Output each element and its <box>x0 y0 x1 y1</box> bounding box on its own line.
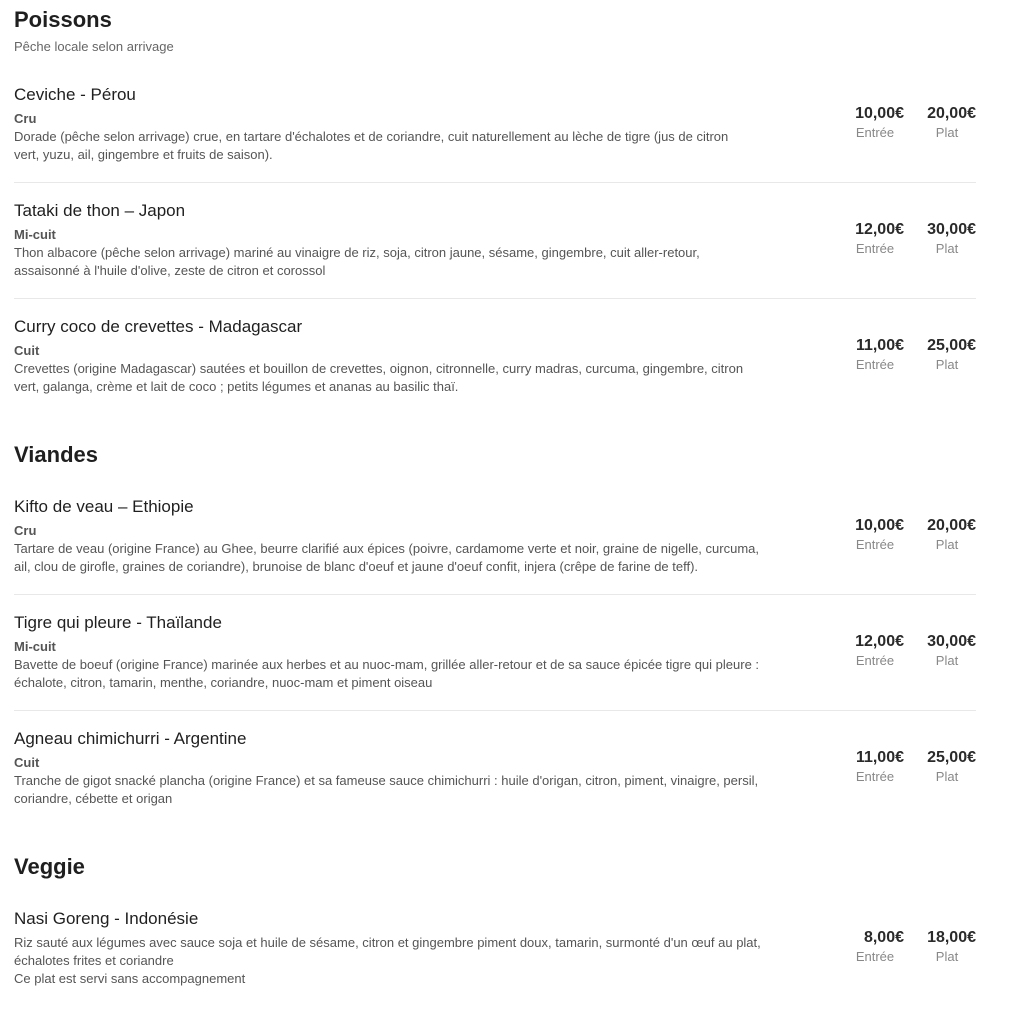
desc-line: Crevettes (origine Madagascar) sautées et bouillon de crevettes, oignon, citronnelle, curry madras, curcuma, gingembre, citron <box>14 361 744 376</box>
item-cooking: Mi-cuit <box>14 639 56 654</box>
section-poissons <box>14 6 976 56</box>
price-entree <box>832 516 904 554</box>
menu-item <box>14 496 976 595</box>
item-description <box>14 128 840 164</box>
price-value: 18,00€ <box>927 929 976 946</box>
desc-line: Tranche de gigot snacké plancha (origine France) et sa fameuse sauce chimichurri : huile d'origan, citron, piment, vinaigre, persil, <box>14 773 759 788</box>
desc-line: Ce plat est servi sans accompagnement <box>14 971 246 986</box>
item-prices <box>832 748 976 786</box>
desc-line: Thon albacore (pêche selon arrivage) mariné au vinaigre de riz, soja, citron jaune, sésame, gingembre, cuit aller-retour, <box>14 245 700 260</box>
menu-item <box>14 200 976 299</box>
price-label: Entrée <box>855 653 895 668</box>
item-cooking: Mi-cuit <box>14 227 56 242</box>
price-value: 12,00€ <box>855 221 904 238</box>
item-description <box>14 540 840 576</box>
price-plat <box>904 516 976 554</box>
item-name: Nasi Goreng - Indonésie <box>14 909 199 928</box>
desc-line: Bavette de boeuf (origine France) marinée aux herbes et au nuoc-mam, grillée aller-retour et de sa sauce épicée tigre qui pleure : <box>14 657 760 672</box>
desc-line: vert, yuzu, ail, gingembre et fruits de saison). <box>14 147 273 162</box>
price-value: 10,00€ <box>855 517 904 534</box>
item-name: Tigre qui pleure - Thaïlande <box>14 613 222 632</box>
section-title: Viandes <box>14 442 98 467</box>
price-value: 20,00€ <box>927 105 976 122</box>
section-title: Veggie <box>14 854 85 879</box>
item-prices <box>832 632 976 670</box>
price-value: 11,00€ <box>855 749 904 766</box>
item-description <box>14 772 840 808</box>
item-cooking: Cuit <box>14 755 40 770</box>
desc-line: assaisonné à l'huile d'olive, zeste de citron et corossol <box>14 263 326 278</box>
price-plat <box>904 104 976 142</box>
price-label: Plat <box>935 125 959 140</box>
price-plat <box>904 748 976 786</box>
price-value: 11,00€ <box>855 337 904 354</box>
item-cooking: Cuit <box>14 343 40 358</box>
price-label: Plat <box>935 653 959 668</box>
price-label: Entrée <box>855 769 895 784</box>
section-veggie <box>14 853 976 881</box>
price-label: Entrée <box>855 125 895 140</box>
desc-line: échalote, citron, tamarin, menthe, coriandre, nuoc-mam et piment oiseau <box>14 675 433 690</box>
price-label: Entrée <box>855 537 895 552</box>
desc-line: coriandre, cébette et origan <box>14 791 173 806</box>
desc-line: Tartare de veau (origine France) au Ghee, beurre clarifié aux épices (poivre, cardamome verte et noir, graine de nigelle, curcuma, <box>14 541 759 556</box>
item-name: Ceviche - Pérou <box>14 85 136 104</box>
price-entree <box>832 928 904 966</box>
price-plat <box>904 336 976 374</box>
desc-line: Dorade (pêche selon arrivage) crue, en tartare d'échalotes et de coriandre, cuit naturellement au lèche de tigre (jus de citron <box>14 129 729 144</box>
price-entree <box>832 336 904 374</box>
menu-item <box>14 908 976 998</box>
price-value: 30,00€ <box>927 633 976 650</box>
item-prices <box>832 220 976 258</box>
menu-item <box>14 728 976 818</box>
item-description <box>14 360 840 396</box>
item-name: Tataki de thon – Japon <box>14 201 186 220</box>
price-label: Plat <box>935 357 959 372</box>
price-entree <box>832 220 904 258</box>
price-entree <box>832 748 904 786</box>
menu-item <box>14 612 976 711</box>
price-value: 8,00€ <box>863 929 904 946</box>
section-viandes <box>14 441 976 469</box>
desc-line: vert, galanga, crème et lait de coco ; petits légumes et ananas au basilic thaï. <box>14 379 459 394</box>
item-description <box>14 244 840 280</box>
desc-line: échalotes frites et coriandre <box>14 953 174 968</box>
desc-line: Riz sauté aux légumes avec sauce soja et huile de sésame, citron et gingembre piment doux, tamarin, surmonté d'un œuf au plat, <box>14 935 761 950</box>
item-name: Agneau chimichurri - Argentine <box>14 729 247 748</box>
price-value: 12,00€ <box>855 633 904 650</box>
item-prices <box>832 104 976 142</box>
price-label: Entrée <box>855 949 895 964</box>
item-description <box>14 656 840 692</box>
price-value: 25,00€ <box>927 749 976 766</box>
price-label: Plat <box>935 537 959 552</box>
menu-item <box>14 316 976 406</box>
price-value: 30,00€ <box>927 221 976 238</box>
section-subtitle: Pêche locale selon arrivage <box>14 39 174 54</box>
price-value: 25,00€ <box>927 337 976 354</box>
price-label: Entrée <box>855 357 895 372</box>
item-prices <box>832 928 976 966</box>
item-name: Curry coco de crevettes - Madagascar <box>14 317 303 336</box>
desc-line: ail, clou de girofle, graines de coriandre), brunoise de blanc d'oeuf et jaune d'oeuf confit, injera (crêpe de farine de teff). <box>14 559 699 574</box>
price-label: Plat <box>935 241 959 256</box>
price-plat <box>904 632 976 670</box>
price-plat <box>904 220 976 258</box>
price-entree <box>832 104 904 142</box>
item-prices <box>832 336 976 374</box>
item-cooking: Cru <box>14 111 37 126</box>
item-prices <box>832 516 976 554</box>
price-plat <box>904 928 976 966</box>
price-entree <box>832 632 904 670</box>
item-name: Kifto de veau – Ethiopie <box>14 497 194 516</box>
price-value: 10,00€ <box>855 105 904 122</box>
price-value: 20,00€ <box>927 517 976 534</box>
price-label: Plat <box>935 769 959 784</box>
section-title: Poissons <box>14 7 112 32</box>
price-label: Plat <box>935 949 959 964</box>
item-cooking: Cru <box>14 523 37 538</box>
item-description <box>14 934 840 988</box>
menu-item <box>14 84 976 183</box>
price-label: Entrée <box>855 241 895 256</box>
